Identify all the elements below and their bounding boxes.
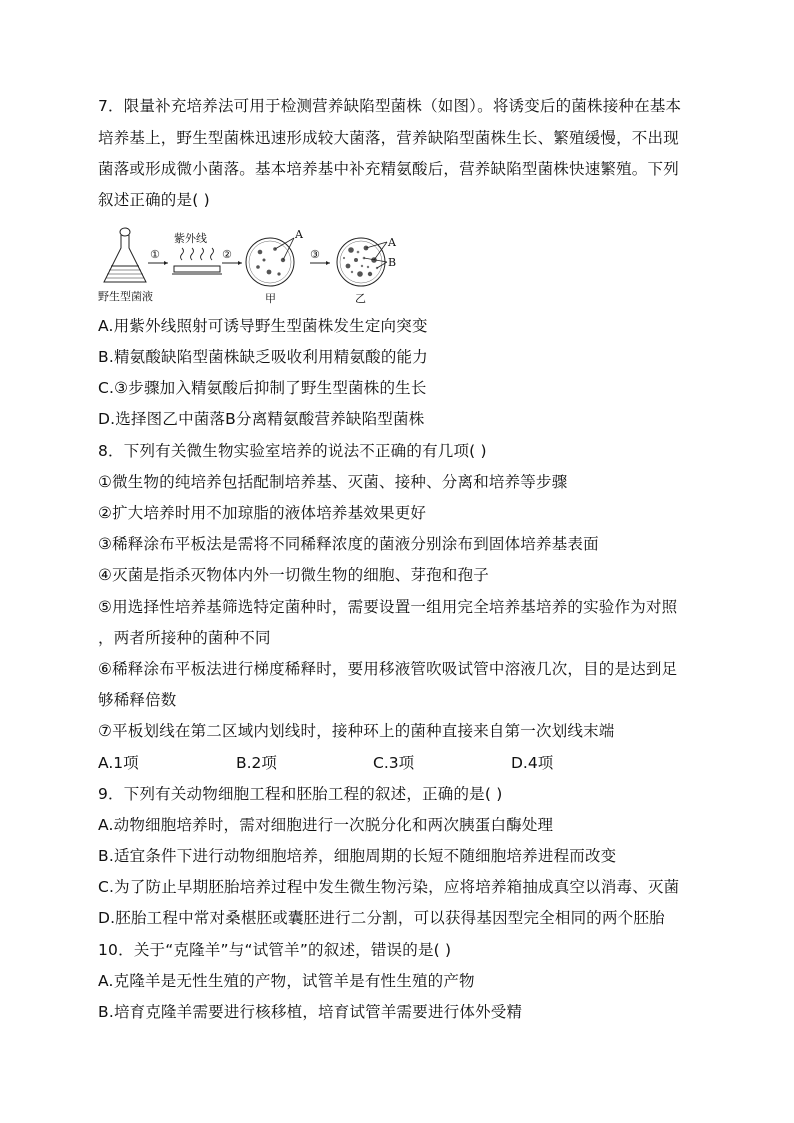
q8-item-4: ④灭菌是指杀灭物体内外一切微生物的细胞、芽孢和孢子	[98, 566, 489, 584]
q8-item-6-cont: 够稀释倍数	[98, 691, 177, 709]
q9-option-a: A.动物细胞培养时，需对细胞进行一次脱分化和两次胰蛋白酶处理	[98, 816, 554, 834]
q7-option-a: A.用紫外线照射可诱导野生型菌株发生定向突变	[98, 317, 428, 335]
q7-diagram	[98, 222, 438, 306]
q7-option-d: D.选择图乙中菌落B分离精氨酸营养缺陷型菌株	[98, 410, 425, 428]
uv-label: 紫外线	[174, 232, 207, 245]
dish-yi-label-b: B	[388, 256, 397, 269]
uv-rays-icon	[181, 248, 214, 260]
q7-stem-line-2: 培养基上，野生型菌株迅速形成较大菌落，营养缺陷型菌株生长、繁殖缓慢，不出现	[98, 129, 679, 147]
dish-jia	[246, 238, 294, 286]
step1-label: ①	[150, 248, 160, 261]
step3-label: ③	[310, 248, 320, 261]
q8-option-d: D.4项	[511, 754, 554, 772]
q8-item-3: ③稀释涂布平板法是需将不同稀释浓度的菌液分别涂布到固体培养基表面	[98, 535, 599, 553]
q8-stem: 8．下列有关微生物实验室培养的说法不正确的有几项( )	[98, 442, 487, 460]
step2-arrowhead	[238, 261, 242, 265]
step1-arrowhead	[164, 261, 168, 265]
q7-stem-line-4: 叙述正确的是( )	[98, 191, 210, 209]
dish-yi-label-a: A	[388, 236, 396, 249]
dish-yi	[337, 238, 387, 286]
flask-icon	[104, 228, 146, 282]
flask-label: 野生型菌液	[98, 290, 153, 303]
q8-item-6: ⑥稀释涂布平板法进行梯度稀释时，要用移液管吹吸试管中溶液几次，目的是达到足	[98, 660, 678, 678]
step2-label: ②	[222, 248, 232, 261]
q8-item-5-cont: ，两者所接种的菌种不同	[98, 629, 271, 647]
petri-plate-icon	[172, 266, 222, 274]
q8-option-a: A.1项	[98, 754, 139, 772]
q8-item-7: ⑦平板划线在第二区域内划线时，接种环上的菌种直接来自第一次划线末端	[98, 722, 615, 740]
q9-option-c: C.为了防止早期胚胎培养过程中发生微生物污染，应将培养箱抽成真空以消毒、灭菌	[98, 878, 680, 896]
step3-arrowhead	[326, 261, 330, 265]
q9-stem: 9．下列有关动物细胞工程和胚胎工程的叙述，正确的是( )	[98, 785, 503, 803]
q7-figure	[98, 222, 438, 306]
q8-option-c: C.3项	[373, 754, 415, 772]
q8-item-5: ⑤用选择性培养基筛选特定菌种时，需要设置一组用完全培养基培养的实验作为对照	[98, 598, 678, 616]
q7-stem-line-3: 菌落或形成微小菌落。基本培养基中补充精氨酸后，营养缺陷型菌株快速繁殖。下列	[98, 160, 679, 178]
dish-jia-label: 甲	[265, 292, 276, 305]
q8-item-1: ①微生物的纯培养包括配制培养基、灭菌、接种、分离和培养等步骤	[98, 473, 568, 491]
q7-option-c: C.③步骤加入精氨酸后抑制了野生型菌株的生长	[98, 379, 427, 397]
q8-option-b: B.2项	[236, 754, 277, 772]
q10-option-b: B.培育克隆羊需要进行核移植，培育试管羊需要进行体外受精	[98, 1003, 523, 1021]
q7-option-b: B.精氨酸缺陷型菌株缺乏吸收利用精氨酸的能力	[98, 348, 428, 366]
q9-option-b: B.适宜条件下进行动物细胞培养，细胞周期的长短不随细胞培养进程而改变	[98, 847, 617, 865]
q10-option-a: A.克隆羊是无性生殖的产物，试管羊是有性生殖的产物	[98, 972, 475, 990]
q9-option-d: D.胚胎工程中常对桑椹胚或囊胚进行二分割，可以获得基因型完全相同的两个胚胎	[98, 909, 665, 927]
q10-stem: 10．关于“克隆羊”与“试管羊”的叙述，错误的是( )	[98, 941, 452, 959]
dish-yi-label: 乙	[355, 292, 366, 305]
dish-jia-label-a: A	[295, 228, 303, 241]
q8-item-2: ②扩大培养时用不加琼脂的液体培养基效果更好	[98, 504, 427, 522]
q7-stem-line-1: 7．限量补充培养法可用于检测营养缺陷型菌株（如图）。将诱变后的菌株接种在基本	[98, 97, 682, 115]
